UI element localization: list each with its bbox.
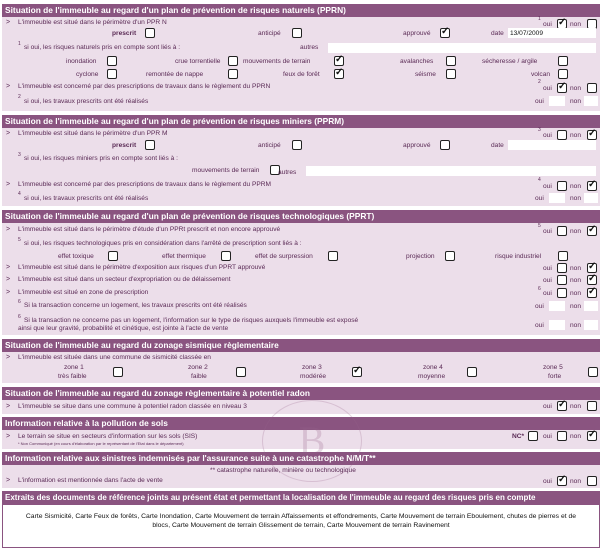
pprt-q4-oui-checkbox[interactable] <box>557 288 567 298</box>
pprm-prescrit-checkbox[interactable] <box>145 140 155 150</box>
sismique-q1-arrow: > <box>6 354 11 361</box>
pprn-anticipe-checkbox[interactable] <box>292 28 302 38</box>
sols-q1-arrow: > <box>6 433 11 440</box>
pprt-q1-label: L'immeuble est situé dans le périmètre d'étude d'un PPRt prescrit et non encore approuvé <box>18 226 281 233</box>
sols-title: Information relative à la pollution de sols <box>2 417 600 430</box>
pprm-anticipe-label: anticipé <box>258 142 281 149</box>
zone-level: faible <box>191 373 207 380</box>
pprm-q2-label: L'immeuble est concerné par des prescriptions de travaux dans le règlement du PPRM <box>18 181 272 188</box>
pprt-q5-non: non <box>570 303 582 310</box>
pprn-risk-label: séisme <box>415 71 436 78</box>
radon-q1-non-checkbox[interactable] <box>587 401 597 411</box>
radon-q1-label: L'immeuble se situe dans une commune à potentiel radon classée en niveau 3 <box>18 403 247 410</box>
zone-checkbox[interactable] <box>236 367 246 377</box>
zone-checkbox[interactable] <box>588 367 598 377</box>
sols-note: * Non Communiqué (en cours d'élaboration par le représentant de l'Etat dans le département) <box>18 441 184 446</box>
pprt-risk-checkbox[interactable] <box>221 251 231 261</box>
sols-oui: oui <box>543 433 552 440</box>
pprt-risks-intro: si oui, les risques technologiques pris en considération dans l'arrêté de prescription sont liés à : <box>24 240 302 247</box>
pprt-q2-oui-checkbox[interactable] <box>557 263 567 273</box>
pprn-risk-checkbox[interactable] <box>107 56 117 66</box>
pprn-q3-non: non <box>570 98 582 105</box>
pprt-q2-non: non <box>570 265 582 272</box>
pprn-risk-checkbox[interactable] <box>558 56 568 66</box>
pprn-q1-sup: 1 <box>538 16 541 22</box>
pprn-q2-non: non <box>570 85 582 92</box>
pprt-risks-intro-sup: 5 <box>18 237 21 243</box>
pprn-risk-checkbox[interactable] <box>446 69 456 79</box>
sinistres-q1-label: L'information est mentionnée dans l'acte de vente <box>18 477 163 484</box>
pprn-q3-oui-box[interactable] <box>549 96 565 106</box>
pprt-q6-non-box[interactable] <box>584 320 598 330</box>
pprt-q4-arrow: > <box>6 289 11 296</box>
sismique-q1-label: L'immeuble est située dans une commune de sismicité classée en <box>18 354 211 361</box>
pprt-risk-label: projection <box>406 253 435 260</box>
pprt-q2-label: L'immeuble est situé dans le périmètre d'exposition aux risques d'un PPRT approuvé <box>18 264 266 271</box>
pprn-risk-checkbox[interactable] <box>107 69 117 79</box>
pprn-q3-sup: 2 <box>18 94 21 100</box>
pprm-q3-non: non <box>570 195 582 202</box>
pprt-q1-oui: oui <box>543 228 552 235</box>
pprn-q2-sup: 2 <box>538 79 541 85</box>
pprt-q1-arrow: > <box>6 226 11 233</box>
pprt-q4-oui: oui <box>543 290 552 297</box>
pprt-q4-sup: 6 <box>538 286 541 292</box>
pprn-risk-label: crue torrentielle <box>175 58 221 65</box>
sols-non-checkbox[interactable] <box>587 431 597 441</box>
sismique-title: Situation de l'immeuble au regard du zonage sismique règlementaire <box>2 339 600 352</box>
pprt-q5-oui: oui <box>535 303 544 310</box>
pprt-q5-oui-box[interactable] <box>549 301 565 311</box>
pprn-risk-label: inondation <box>66 58 97 65</box>
pprn-risk-label: mouvements de terrain <box>243 58 311 65</box>
pprm-approuve-label: approuvé <box>403 142 431 149</box>
zone-checkbox[interactable] <box>467 367 477 377</box>
pprn-risk-checkbox[interactable] <box>446 56 456 66</box>
pprn-q1-oui: oui <box>543 21 552 28</box>
pprm-q3-label: si oui, les travaux prescrits ont été réalisés <box>24 195 149 202</box>
pprn-risk-label: sécheresse / argile <box>482 58 538 65</box>
pprn-risk-label: avalanches <box>400 58 434 65</box>
zone-label: zone 5 <box>543 364 563 371</box>
pprn-q2-oui-checkbox[interactable] <box>557 83 567 93</box>
pprt-q4-non: non <box>570 290 582 297</box>
pprn-risk-checkbox[interactable] <box>334 56 344 66</box>
pprn-title: Situation de l'immeuble au regard d'un plan de prévention de risques naturels (PPRN) <box>2 4 600 17</box>
radon-q1-oui-checkbox[interactable] <box>557 401 567 411</box>
pprn-risk-label: feux de forêt <box>283 71 320 78</box>
pprt-title: Situation de l'immeuble au regard d'un plan de prévention de risques technologiques (PPRT) <box>2 210 600 223</box>
pprn-autres-field[interactable] <box>328 43 596 53</box>
pprn-autres-label: autres <box>300 44 319 51</box>
sols-non: non <box>570 433 582 440</box>
pprn-q3-non-box[interactable] <box>584 96 598 106</box>
pprn-prescrit-label: prescrit <box>112 30 137 37</box>
pprt-risk-label: risque industriel <box>495 253 542 260</box>
pprm-q3-non-box[interactable] <box>584 193 598 203</box>
pprm-q1-sup: 3 <box>538 127 541 133</box>
pprt-q3-label: L'immeuble est situé dans un secteur d'expropriation ou de délaissement <box>18 276 231 283</box>
zone-label: zone 4 <box>423 364 443 371</box>
pprm-q3-sup: 4 <box>18 191 21 197</box>
sols-nc-checkbox[interactable] <box>528 431 538 441</box>
sols-oui-checkbox[interactable] <box>557 431 567 441</box>
sinistres-title: Information relative aux sinistres indemnisés par l'assurance suite à une catastrophe N/M/T** <box>2 452 600 465</box>
pprm-q2-sup: 4 <box>538 177 541 183</box>
pprm-q2-non-checkbox[interactable] <box>587 181 597 191</box>
zone-level: modérée <box>300 373 327 380</box>
pprn-risk-checkbox[interactable] <box>228 56 238 66</box>
sinistres-non: non <box>570 478 582 485</box>
sinistres-non-checkbox[interactable] <box>587 476 597 486</box>
pprt-risk-label: effet thermique <box>162 253 206 260</box>
pprm-q3-oui: oui <box>535 195 544 202</box>
pprm-q1-oui: oui <box>543 132 552 139</box>
extraits-title: Extraits des documents de référence joints au présent état et permettant la localisation de l'immeuble au regard des risques pris en compte <box>2 491 600 504</box>
pprn-risk-label: remontée de nappe <box>146 71 204 78</box>
pprn-q3-label: si oui, les travaux prescrits ont été réalisés <box>24 98 149 105</box>
pprn-q1-non: non <box>570 21 582 28</box>
pprt-q3-non: non <box>570 277 582 284</box>
pprm-q2-oui-checkbox[interactable] <box>557 181 567 191</box>
pprt-q3-oui-checkbox[interactable] <box>557 275 567 285</box>
pprn-anticipe-label: anticipé <box>258 30 281 37</box>
radon-title: Situation de l'immeuble au regard du zonage règlementaire à potentiel radon <box>2 387 600 400</box>
sols-nc-label: NC* <box>512 433 525 440</box>
pprn-risk-label: cyclone <box>76 71 99 78</box>
zone-label: zone 1 <box>64 364 84 371</box>
pprt-q5-label: Si la transaction concerne un logement, les travaux prescrits ont été réalisés <box>24 302 247 309</box>
radon-q1-oui: oui <box>543 403 552 410</box>
pprt-q3-arrow: > <box>6 276 11 283</box>
pprn-approuve-checkbox[interactable] <box>440 28 450 38</box>
pprm-q2-non: non <box>570 183 582 190</box>
pprm-q1-label: L'immeuble est situé dans le périmètre d'un PPR M <box>18 130 168 137</box>
pprt-q1-non: non <box>570 228 582 235</box>
pprn-q3-oui: oui <box>535 98 544 105</box>
pprt-q6-sup: 6 <box>18 314 21 320</box>
sinistres-q1-arrow: > <box>6 477 11 484</box>
sols-q1-label: Le terrain se situe en secteurs d'information sur les sols (SIS) <box>18 433 198 440</box>
pprn-q1-arrow: > <box>6 19 11 26</box>
pprm-prescrit-label: prescrit <box>112 142 137 149</box>
sinistres-note: ** catastrophe naturelle, minière ou technologique <box>210 467 356 474</box>
pprn-risk-label: volcan <box>531 71 551 78</box>
pprn-date-value: 13/07/2009 <box>510 30 544 37</box>
zone-checkbox[interactable] <box>113 367 123 377</box>
pprm-risks-intro-sup: 3 <box>18 152 21 158</box>
pprt-q1-sup: 5 <box>538 223 541 229</box>
zone-level: forte <box>548 373 562 380</box>
pprt-risk-label: effet toxique <box>58 253 94 260</box>
pprm-title: Situation de l'immeuble au regard d'un plan de prévention de risques miniers (PPRM) <box>2 115 600 128</box>
pprm-approuve-checkbox[interactable] <box>440 140 450 150</box>
watermark-logo: B <box>262 400 362 482</box>
zone-label: zone 2 <box>188 364 208 371</box>
pprt-risk-label: effet de surpression <box>255 253 313 260</box>
pprt-risk-checkbox[interactable] <box>445 251 455 261</box>
zone-checkbox[interactable] <box>352 367 362 377</box>
pprm-q1-oui-checkbox[interactable] <box>557 130 567 140</box>
sinistres-oui-checkbox[interactable] <box>557 476 567 486</box>
pprn-q2-label: L'immeuble est concerné par des prescriptions de travaux dans le règlement du PPRN <box>18 83 271 90</box>
pprt-q6-oui: oui <box>535 322 544 329</box>
pprm-risks-intro: si oui, les risques miniers pris en compte sont liés à : <box>24 155 178 162</box>
pprt-q6-oui-box[interactable] <box>549 320 565 330</box>
zone-label: zone 3 <box>302 364 322 371</box>
pprt-q6-label-line1: Si la transaction ne concerne pas un logement, l'information sur le type de risques auxquels l'immeuble est exposé <box>24 317 359 324</box>
pprn-q2-non-checkbox[interactable] <box>587 83 597 93</box>
pprm-q2-oui: oui <box>543 183 552 190</box>
pprt-q3-non-checkbox[interactable] <box>587 275 597 285</box>
zone-level: très faible <box>58 373 87 380</box>
pprt-risk-checkbox[interactable] <box>108 251 118 261</box>
pprm-autres-label: autres <box>278 169 297 176</box>
pprt-q2-arrow: > <box>6 264 11 271</box>
pprn-risk-checkbox[interactable] <box>334 69 344 79</box>
pprt-q2-non-checkbox[interactable] <box>587 263 597 273</box>
extraits-body: Carte Sismicité, Carte Feux de forêts, Carte Inondation, Carte Mouvement de terrain Affaissements et effondrements, Carte Mouvement de terrain Eboulement, chutes de pierres et de blocs, Carte Mouvement de terrain Glissement de terrain, Carte Mouvement de terrain Ravinement <box>2 504 600 548</box>
pprt-risk-checkbox[interactable] <box>558 251 568 261</box>
pprt-q5-non-box[interactable] <box>584 301 598 311</box>
pprn-q2-arrow: > <box>6 83 11 90</box>
pprt-q4-non-checkbox[interactable] <box>587 288 597 298</box>
pprn-risk-checkbox[interactable] <box>228 69 238 79</box>
pprt-q5-sup: 6 <box>18 299 21 305</box>
pprm-mvt-label: mouvements de terrain <box>192 167 260 174</box>
pprn-risk-checkbox[interactable] <box>558 69 568 79</box>
pprm-q2-arrow: > <box>6 181 11 188</box>
pprm-q1-arrow: > <box>6 130 11 137</box>
pprm-autres-field[interactable] <box>306 166 596 176</box>
pprt-q4-label: L'immeuble est situé en zone de prescription <box>18 289 149 296</box>
pprt-q1-non-checkbox[interactable] <box>587 226 597 236</box>
pprt-q6-non: non <box>570 322 582 329</box>
pprn-q1-label: L'immeuble est situé dans le périmètre d'un PPR N <box>18 19 167 26</box>
pprn-prescrit-checkbox[interactable] <box>145 28 155 38</box>
radon-q1-arrow: > <box>6 403 11 410</box>
pprm-date-field[interactable] <box>508 140 596 150</box>
pprm-q1-non-checkbox[interactable] <box>587 130 597 140</box>
pprn-risks-intro-sup: 1 <box>18 41 21 47</box>
pprm-q1-non: non <box>570 132 582 139</box>
pprm-q3-oui-box[interactable] <box>549 193 565 203</box>
pprt-q2-oui: oui <box>543 265 552 272</box>
pprn-q2-oui: oui <box>543 85 552 92</box>
sinistres-oui: oui <box>543 478 552 485</box>
zone-level: moyenne <box>418 373 446 380</box>
pprn-date-label: date <box>491 30 504 37</box>
pprn-approuve-label: approuvé <box>403 30 431 37</box>
pprt-risk-checkbox[interactable] <box>328 251 338 261</box>
pprt-q1-oui-checkbox[interactable] <box>557 226 567 236</box>
radon-q1-non: non <box>570 403 582 410</box>
pprt-q6-label-line2: ainsi que leur gravité, probabilité et cinétique, est jointe à l'acte de vente <box>18 325 229 332</box>
pprn-risks-intro: si oui, les risques naturels pris en compte sont liés à : <box>24 44 181 51</box>
pprm-anticipe-checkbox[interactable] <box>292 140 302 150</box>
pprt-q3-oui: oui <box>543 277 552 284</box>
pprm-date-label: date <box>491 142 504 149</box>
